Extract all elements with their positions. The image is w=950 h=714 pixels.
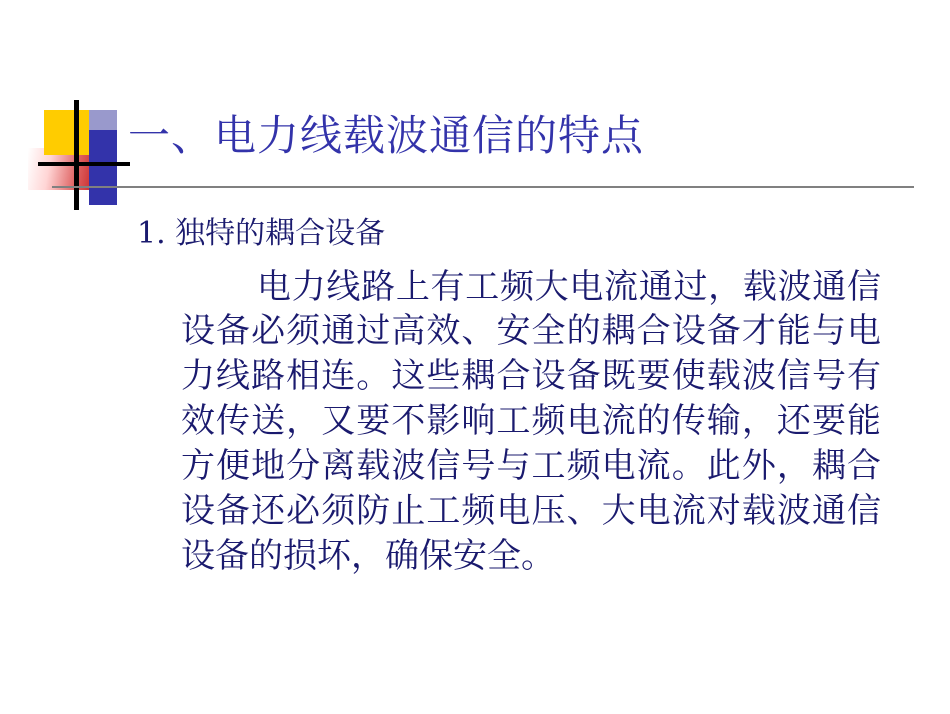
square-yellow (44, 110, 89, 155)
vertical-rule (74, 100, 79, 210)
title-underline (52, 186, 914, 188)
square-blue (89, 130, 117, 205)
horizontal-rule-short (38, 162, 130, 166)
item-paragraph: 电力线路上有工频大电流通过，载波通信设备必须通过高效、安全的耦合设备才能与电力线路相连。这些耦合设备既要使载波信号有效传送，又要不影响工频电流的传输，还要能方便地分离载波信号与工频电流。此外，耦合设备还必须防止工频电压、大电流对载波通信设备的损坏，确保安全。 (181, 266, 881, 576)
square-light-blue (89, 110, 117, 132)
decorative-logo-block (28, 100, 138, 210)
page-title: 一、电力线载波通信的特点 (128, 111, 645, 160)
content-body (137, 214, 897, 579)
item-heading: 1. 独特的耦合设备 (137, 216, 386, 251)
